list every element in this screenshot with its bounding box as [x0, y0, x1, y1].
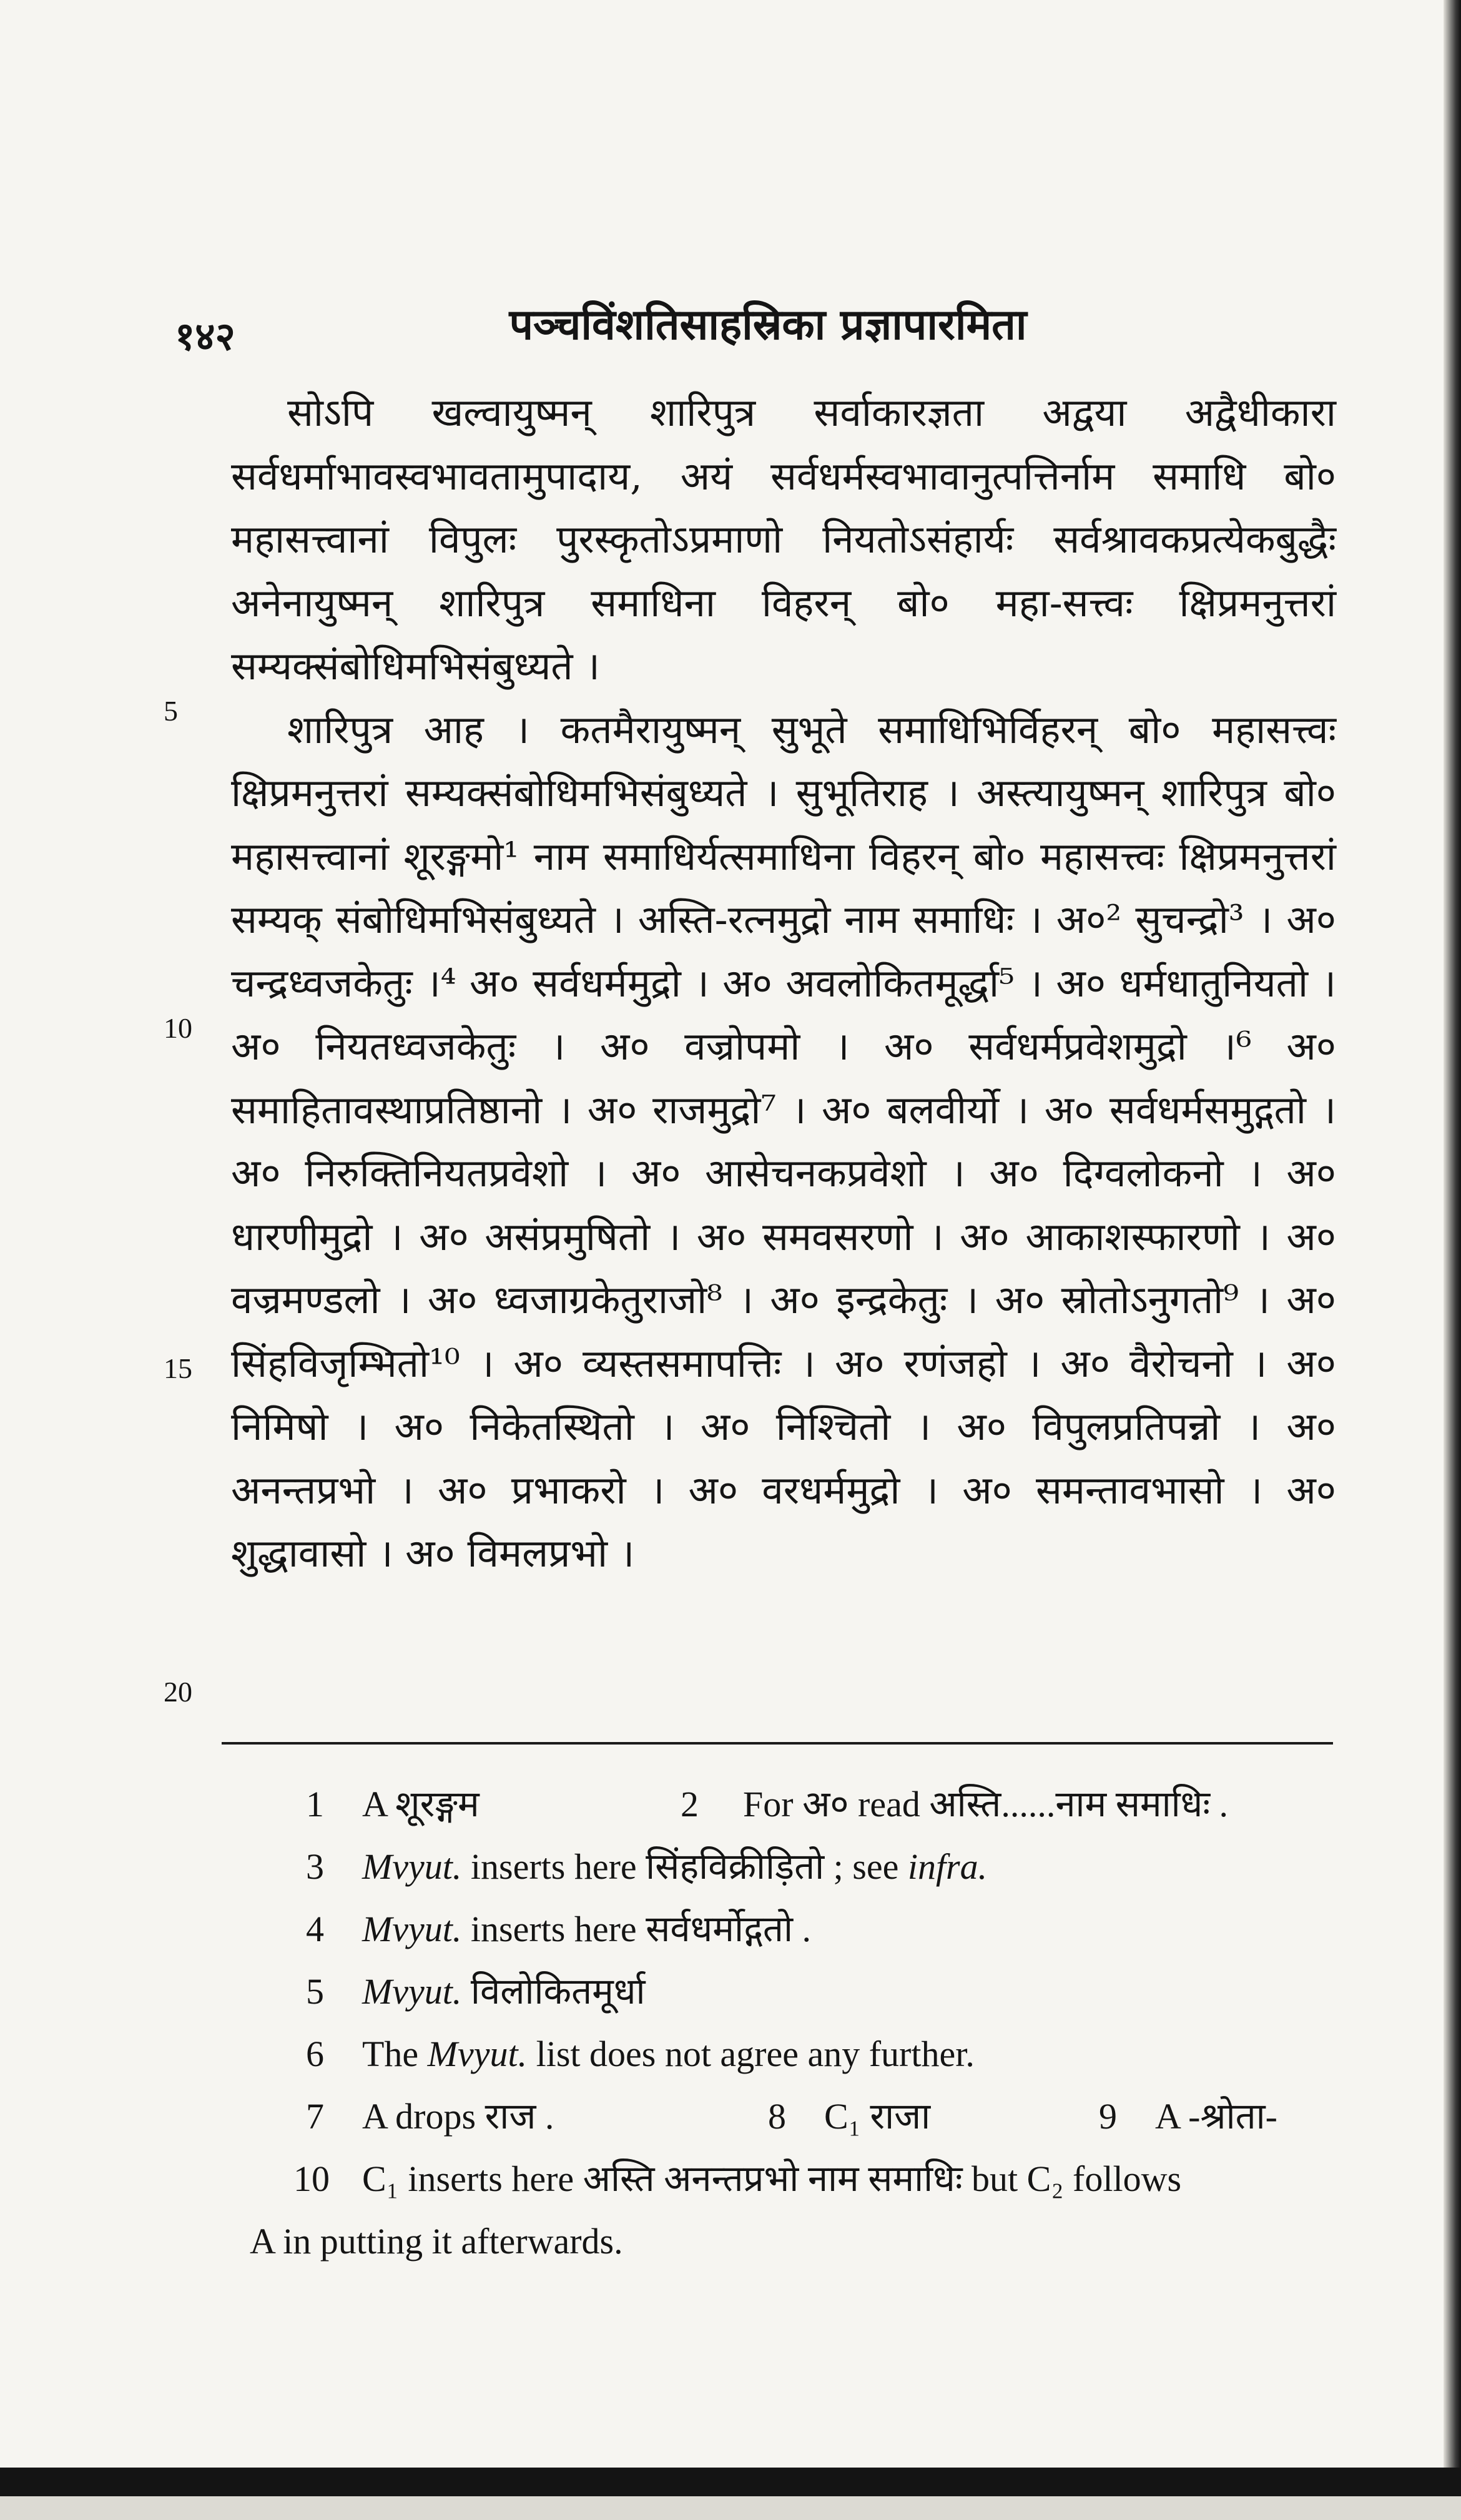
footnote-row-4 [250, 1898, 1336, 1961]
footnote-3-text: Mvyut. inserts here सिंहविक्रीड़ितो ; see infra. [362, 1846, 988, 1887]
footnote-number-7: 7 [306, 2096, 324, 2137]
footnote-5-text: Mvyut. विलोकितमूर्धा [362, 1971, 646, 2012]
footnote-number-6: 6 [306, 2034, 324, 2074]
body-text [231, 381, 1336, 1585]
bottom-edge-margin [0, 2496, 1461, 2520]
paragraph-1: सोऽपि खल्वायुष्मन् शारिपुत्र सर्वाकारज्ञता अद्वया अद्वैधीकारा सर्वधर्माभावस्वभावतामुपादाय, अयं सर्वधर्मस्वभावानुत्पत्तिर्नाम समाधि बो० महासत्त्वानां विपुलः पुरस्कृतोऽप्रमाणो नियतोऽसंहार्यः सर्वश्रावकप्रत्येकबुद्धैः अनेनायुष्मन् शारिपुत्र समाधिना विहरन् बो० महा-सत्त्वः क्षिप्रमनुत्तरां सम्यक्संबोधिमभिसंबुध्यते । [231, 390, 1336, 689]
line-number-15: 15 [164, 1352, 192, 1384]
footnote-7-text: A drops राज . [362, 2096, 554, 2137]
page-edge-shadow [1444, 0, 1461, 2520]
page-number: १४२ [175, 313, 235, 359]
footnote-1-text: A शूरङ्गम [362, 1784, 480, 1824]
line-number-10: 10 [164, 1012, 192, 1044]
footnote-number-1: 1 [306, 1784, 324, 1824]
footnote-6-text: The Mvyut. list does not agree any further. [362, 2034, 975, 2074]
footnote-number-9: 9 [1099, 2096, 1117, 2137]
footnote-row-7 [250, 2085, 1336, 2148]
footnote-number-3: 3 [306, 1846, 324, 1887]
footnotes [250, 1773, 1336, 2273]
footnote-4-text: Mvyut. inserts here सर्वधर्मोद्गतो . [362, 1909, 811, 1949]
footnote-number-4: 4 [306, 1909, 324, 1949]
footnote-2-text: For अ० read अस्ति......नाम समाधिः . [743, 1784, 1229, 1824]
footnote-row-3 [250, 1836, 1336, 1898]
footnote-row-10-continued [250, 2210, 1336, 2273]
footnote-row-1 [250, 1773, 1336, 1836]
footnote-10-text: C₁ inserts here अस्ति अनन्तप्रभो नाम समाधिः but C₂ follows [362, 2158, 1182, 2199]
running-title: पञ्चविंशतिसाहस्रिका प्रज्ञापारमिता [509, 300, 1027, 350]
paragraph-2: शारिपुत्र आह । कतमैरायुष्मन् सुभूते समाधिभिर्विहरन् बो० महासत्त्वः क्षिप्रमनुत्तरां सम्यक्संबोधिमभिसंबुध्यते । सुभूतिराह । अस्त्यायुष्मन् शारिपुत्र बो० महासत्त्वानां शूरङ्गमो¹ नाम समाधिर्यत्समाधिना विहरन् बो० महासत्त्वः क्षिप्रमनुत्तरां सम्यक् संबोधिमभिसंबुध्यते । अस्ति-रत्नमुद्रो नाम समाधिः । अ०² सुचन्द्रो³ । अ० चन्द्रध्वजकेतुः ।⁴ अ० सर्वधर्ममुद्रो । अ० अवलोकितमूर्द्धा⁵ । अ० धर्मधातुनियतो । अ० नियतध्वजकेतुः । अ० वज्रोपमो । अ० सर्वधर्मप्रवेशमुद्रो ।⁶ अ० समाहितावस्थाप्रतिष्ठानो । अ० राजमुद्रो⁷ । अ० बलवीर्यो । अ० सर्वधर्मसमुद्गतो । अ० निरुक्तिनियतप्रवेशो । अ० आसेचनकप्रवेशो । अ० दिग्वलोकनो । अ० धारणीमुद्रो । अ० असंप्रमुषितो । अ० समवसरणो । अ० आकाशस्फारणो । अ० वज्रमण्डलो । अ० ध्वजाग्रकेतुराजो⁸ । अ० इन्द्रकेतुः । अ० स्रोतोऽनुगतो⁹ । अ० सिंहविजृम्भितो¹⁰ । अ० व्यस्तसमापत्तिः । अ० रणंजहो । अ० वैरोचनो । अ० निमिषो । अ० निकेतस्थितो । अ० निश्चितो । अ० विपुलप्रतिपन्नो । अ० अनन्तप्रभो । अ० प्रभाकरो । अ० वरधर्ममुद्रो । अ० समन्तावभासो । अ० शुद्धावासो । अ० विमलप्रभो । [231, 706, 1336, 1576]
footnote-number-2: 2 [681, 1784, 699, 1824]
bottom-edge-bar [0, 2468, 1461, 2496]
footnote-9-text: A -श्रोता- [1155, 2096, 1277, 2137]
footnote-number-5: 5 [306, 1971, 324, 2012]
footnote-10-continuation: A in putting it afterwards. [250, 2221, 623, 2262]
footnote-8-text: C₁ राजा [824, 2096, 931, 2137]
line-number-5: 5 [164, 695, 178, 727]
line-number-20: 20 [164, 1676, 192, 1708]
footnote-rule [222, 1742, 1333, 1745]
footnote-row-5 [250, 1961, 1336, 2023]
footnote-number-10: 10 [293, 2158, 330, 2199]
footnote-number-8: 8 [768, 2096, 786, 2137]
footnote-row-10 [250, 2148, 1336, 2210]
footnote-row-6 [250, 2023, 1336, 2085]
